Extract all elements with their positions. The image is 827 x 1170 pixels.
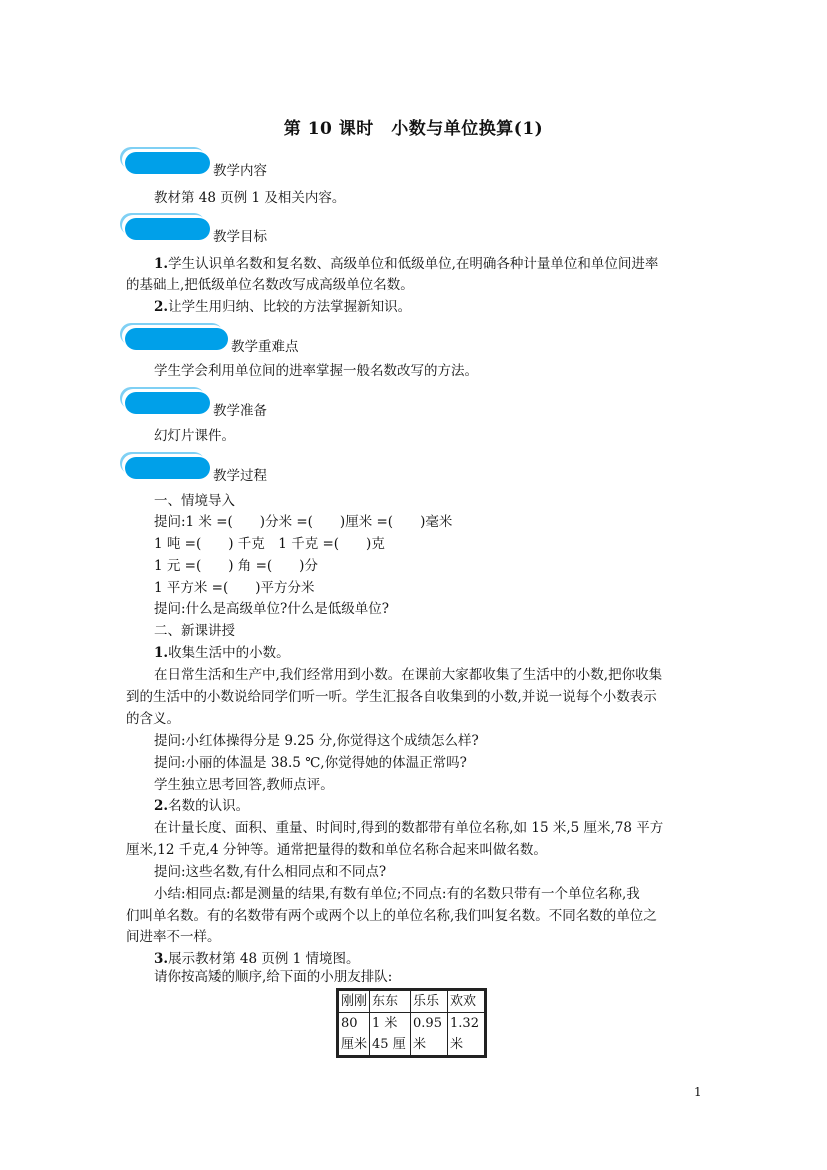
step-2-heading: [154, 795, 249, 817]
section-label: 教学目标: [213, 229, 267, 245]
cell-line: 米: [413, 1037, 427, 1052]
paragraph: 请你按高矮的顺序,给下面的小朋友排队:: [154, 969, 393, 985]
goal-item-2: [154, 296, 411, 318]
keypoints-text: 学生学会利用单位间的进率掌握一般名数改写的方法。: [154, 363, 478, 379]
paragraph: 在计量长度、面积、重量、时间时,得到的数都带有单位名称,如 15 米,5 厘米,78 平方: [154, 820, 664, 836]
content-text: 教材第 48 页例 1 及相关内容。: [154, 190, 346, 206]
table-row: [338, 990, 486, 1013]
step-title: 名数的认识。: [168, 798, 250, 814]
section-header-process: [125, 455, 285, 483]
paragraph: 提问:小丽的体温是 38.5 ℃,你觉得她的体温正常吗?: [154, 755, 467, 771]
section-header-goals: [125, 216, 285, 244]
step-title: 收集生活中的小数。: [168, 645, 290, 661]
step-num: 2.: [154, 798, 169, 814]
paragraph: 到的生活中的小数说给同学们听一听。学生汇报各自收集到的小数,并说一说每个小数表示: [126, 689, 657, 705]
question-3: 1 元 =( ) 角 =( )分: [154, 558, 318, 574]
table-header-cell: 欢欢: [448, 990, 486, 1013]
cell-line: 45 厘: [372, 1037, 406, 1052]
cell-line: 0.95: [413, 1016, 442, 1031]
section-pill: [125, 392, 210, 414]
goal-text: 让学生用归纳、比较的方法掌握新知识。: [168, 299, 412, 315]
section-header-content: [125, 150, 285, 178]
step-1-heading: [154, 642, 290, 664]
section-label: 教学准备: [213, 403, 267, 419]
cell-line: 厘米: [341, 1037, 368, 1052]
question-1: 提问:1 米 =( )分米 =( )厘米 =( )毫米: [154, 514, 453, 530]
cell-line: 80: [341, 1016, 358, 1031]
question-5: 提问:什么是高级单位?什么是低级单位?: [154, 601, 390, 617]
section-pill: [125, 328, 228, 350]
goal-num: 2.: [154, 299, 169, 315]
height-ranking-table: [336, 988, 487, 1058]
cell-line: 1 米: [372, 1016, 398, 1031]
page-number: 1: [694, 1085, 702, 1099]
paragraph: 厘米,12 千克,4 分钟等。通常把量得的数和单位名称合起来叫做名数。: [126, 842, 547, 858]
cell-line: 1.32: [450, 1016, 479, 1031]
goal-text: 学生认识单名数和复名数、高级单位和低级单位,在明确各种计量单位和单位间进率: [168, 256, 659, 272]
goal-item-1-cont: 的基础上,把低级单位名数改写成高级单位名数。: [126, 277, 414, 293]
table-cell: [338, 1013, 370, 1057]
paragraph: 小结:相同点:都是测量的结果,有数有单位;不同点:有的名数只带有一个单位名称,我: [154, 886, 640, 902]
prep-text: 幻灯片课件。: [154, 428, 235, 444]
paragraph: 学生独立思考回答,教师点评。: [154, 777, 334, 793]
section-label: 教学重难点: [231, 339, 299, 355]
section-pill: [125, 218, 210, 240]
table-row: [338, 1013, 486, 1057]
page-title: 第 10 课时 小数与单位换算(1): [283, 119, 544, 139]
paragraph: 们叫单名数。有的名数带有两个或两个以上的单位名称,我们叫复名数。不同名数的单位之: [126, 908, 657, 924]
step-num: 3.: [154, 951, 169, 967]
section-label: 教学内容: [213, 163, 267, 179]
paragraph: 在日常生活和生产中,我们经常用到小数。在课前大家都收集了生活中的小数,把你收集: [154, 667, 663, 683]
section-pill: [125, 152, 210, 174]
step-num: 1.: [154, 645, 169, 661]
goal-item-1: [154, 253, 658, 275]
section-header-prep: [125, 390, 285, 418]
paragraph: 提问:小红体操得分是 9.25 分,你觉得这个成绩怎么样?: [154, 733, 479, 749]
table-cell: [411, 1013, 448, 1057]
paragraph: 间进率不一样。: [126, 929, 221, 945]
question-4: 1 平方米 =( )平方分米: [154, 580, 315, 596]
part-heading-2: 二、新课讲授: [154, 623, 235, 639]
goal-num: 1.: [154, 256, 169, 272]
section-label: 教学过程: [213, 468, 267, 484]
cell-line: 米: [450, 1037, 464, 1052]
table-header-cell: 东东: [370, 990, 411, 1013]
paragraph: 提问:这些名数,有什么相同点和不同点?: [154, 864, 387, 880]
question-2: 1 吨 =( ) 千克 1 千克 =( )克: [154, 536, 385, 552]
table-cell: [448, 1013, 486, 1057]
section-header-keypoints: [125, 326, 315, 354]
section-pill: [125, 457, 210, 479]
table-cell: [370, 1013, 411, 1057]
part-heading-1: 一、情境导入: [154, 493, 235, 509]
table-header-cell: 刚刚: [338, 990, 370, 1013]
step-title: 展示教材第 48 页例 1 情境图。: [168, 951, 360, 967]
paragraph: 的含义。: [126, 711, 180, 727]
table-header-cell: 乐乐: [411, 990, 448, 1013]
